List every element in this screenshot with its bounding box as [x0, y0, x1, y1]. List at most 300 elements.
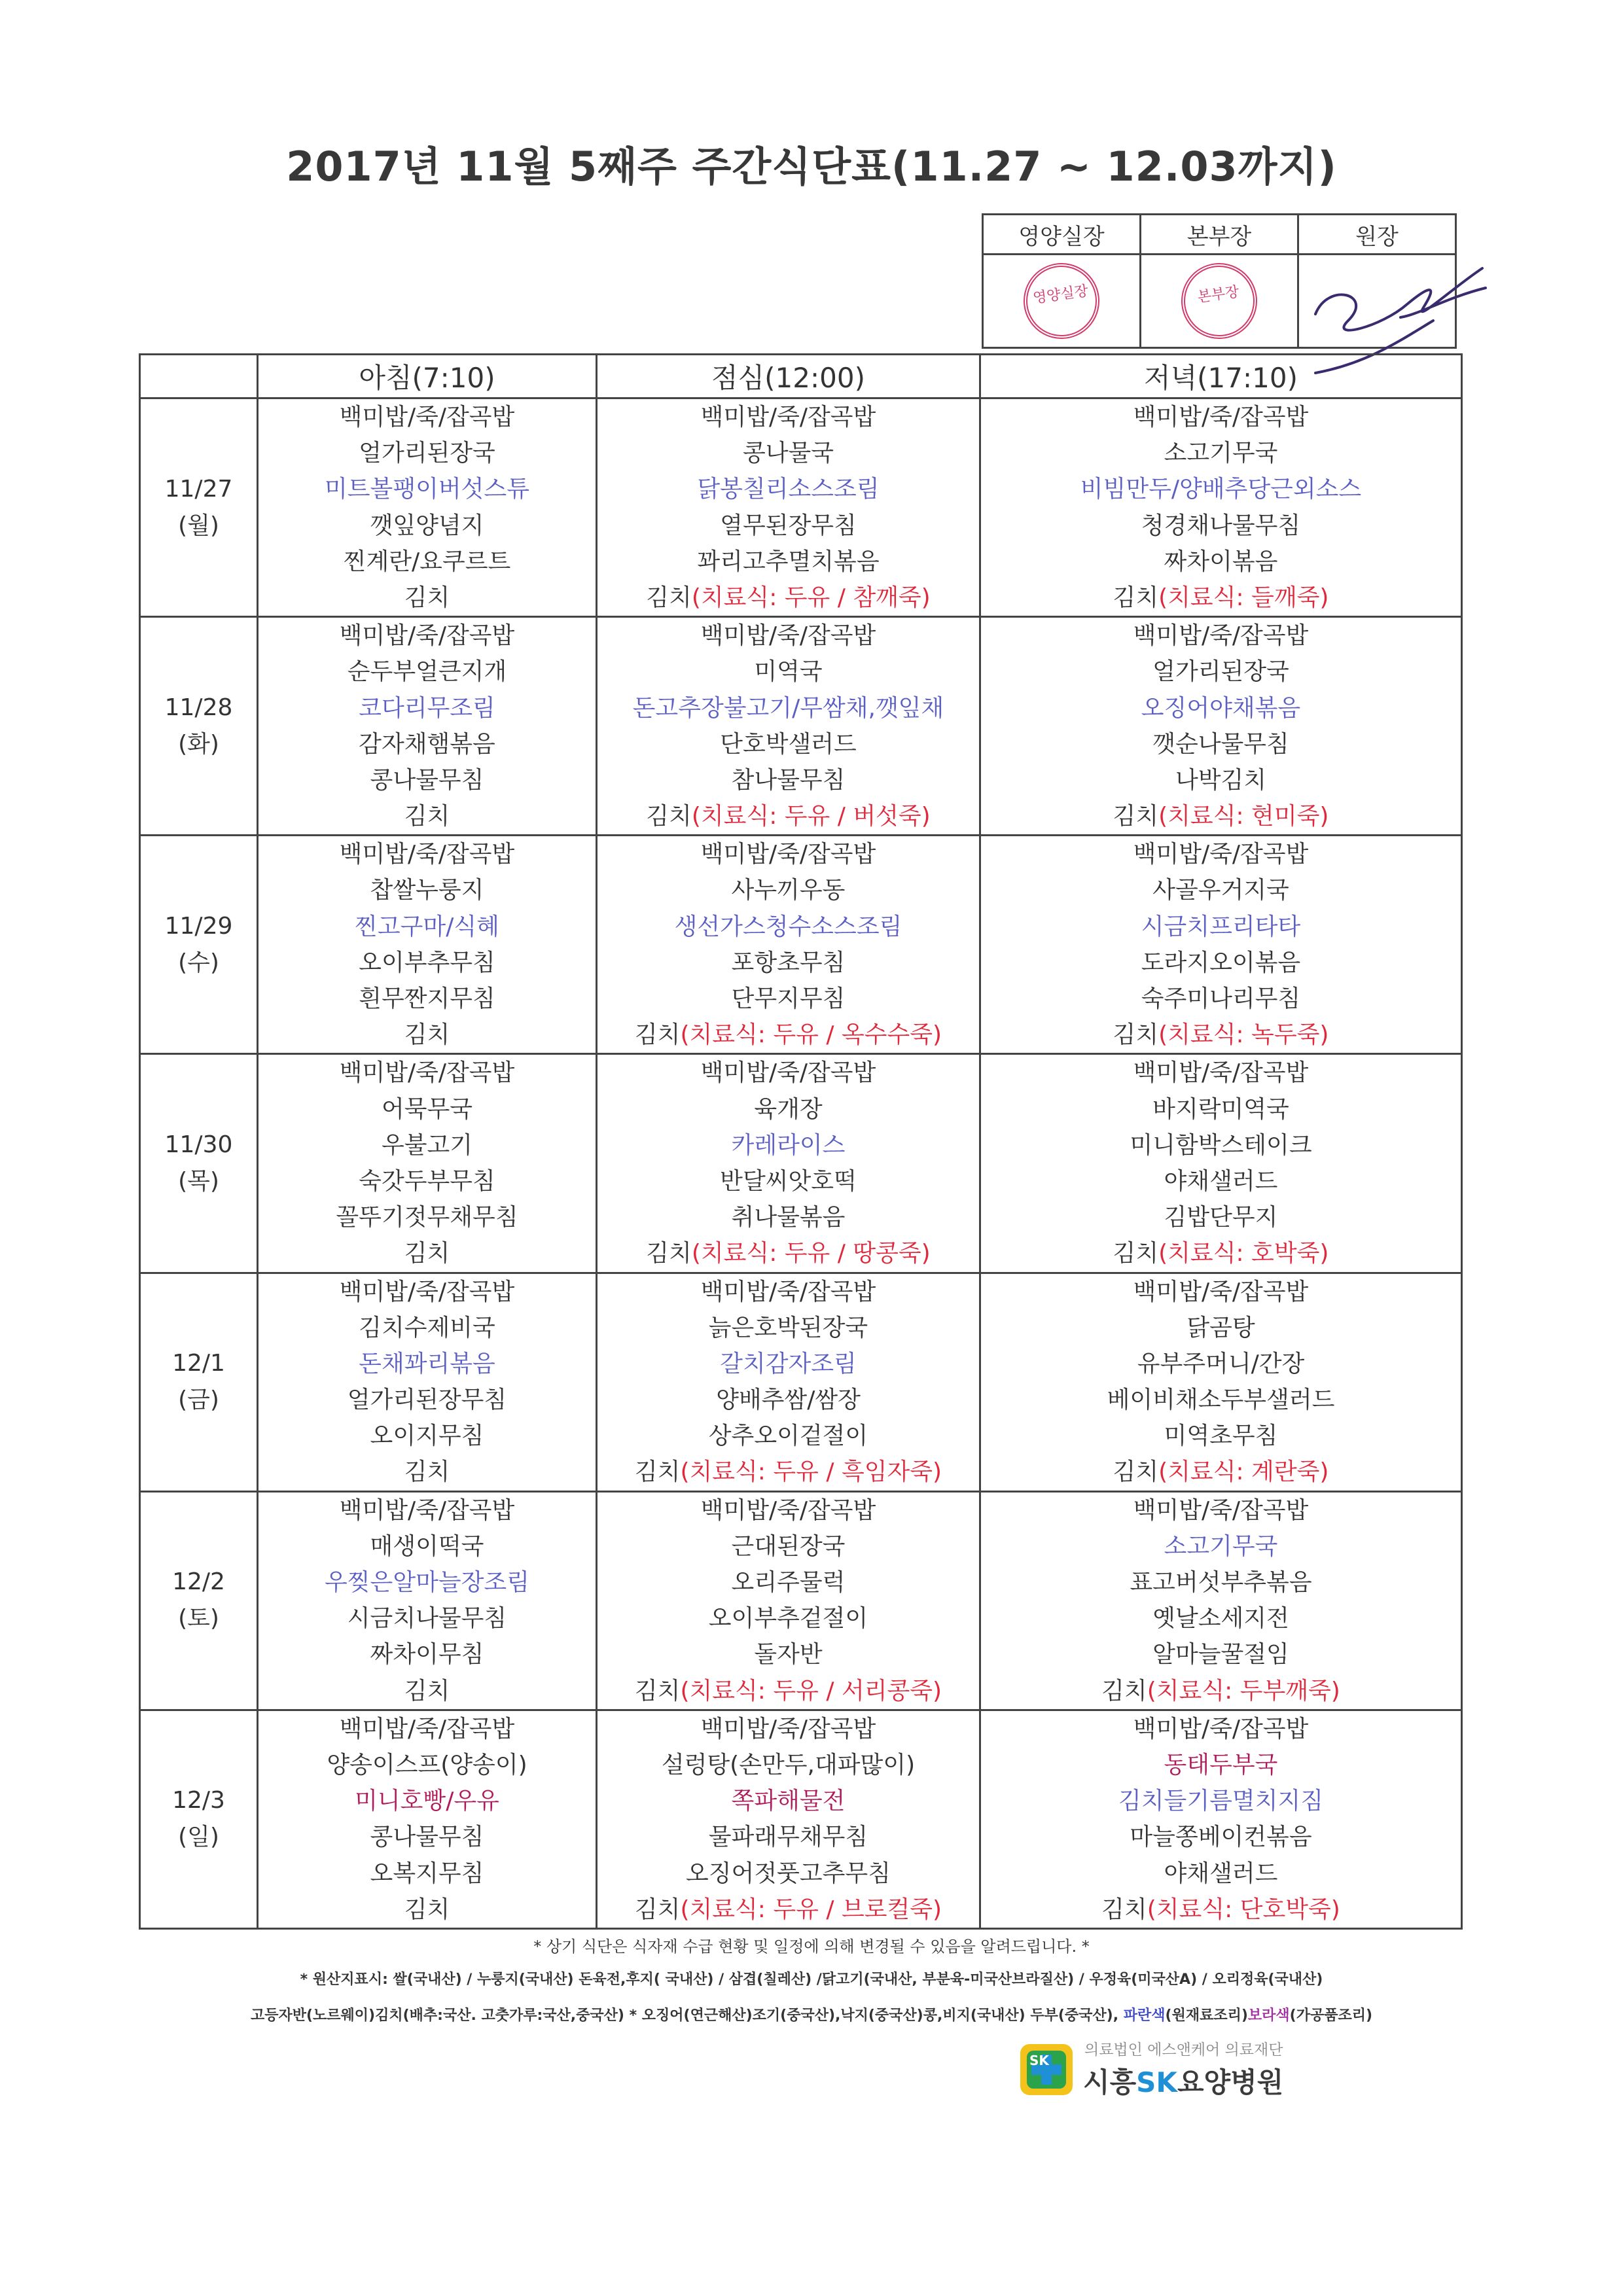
weekday-label: (토) — [178, 1605, 219, 1633]
menu-item-text: 육개장 — [754, 1095, 823, 1123]
menu-item — [259, 1528, 596, 1564]
menu-item — [597, 1600, 979, 1636]
menu-item — [259, 1892, 596, 1928]
menu-item-text: 오징어젓풋고추무침 — [686, 1860, 891, 1887]
menu-item-text: 얼가리된장무침 — [347, 1386, 507, 1414]
menu-item-text: 콩나물무침 — [370, 766, 484, 794]
menu-item-text: 돈채꽈리볶음 — [359, 1350, 495, 1377]
menu-item — [259, 836, 596, 872]
menu-item-text: 어묵무국 — [381, 1095, 473, 1123]
menu-item-text: 도라지오이볶음 — [1141, 949, 1301, 976]
menu-item — [259, 1091, 596, 1127]
menu-item — [597, 1492, 979, 1528]
menu-item-text: 매생이떡국 — [370, 1532, 484, 1560]
menu-item — [259, 726, 596, 762]
menu-item-text: 백미밥/죽/잡곡밥 — [1133, 1278, 1309, 1305]
menu-item-text: 백미밥/죽/잡곡밥 — [339, 1059, 515, 1087]
menu-day-row — [140, 1273, 1462, 1491]
menu-item — [981, 1310, 1461, 1346]
menu-item — [597, 1711, 979, 1747]
menu-item-text: 오리주물럭 — [731, 1569, 846, 1596]
menu-item — [597, 618, 979, 654]
therapeutic-diet-text: (치료식: 두유 / 흑임자죽) — [680, 1458, 942, 1486]
menu-item — [981, 1492, 1461, 1528]
menu-item-text: 김치 — [404, 803, 450, 830]
header-lunch: 점심(12:00) — [597, 355, 980, 398]
date-label: 11/29 — [164, 912, 233, 940]
menu-item — [259, 1055, 596, 1091]
menu-item — [597, 1856, 979, 1892]
menu-item-text: 근대된장국 — [731, 1532, 846, 1560]
menu-item — [259, 471, 596, 507]
menu-item — [981, 872, 1461, 908]
menu-item-text: 백미밥/죽/잡곡밥 — [339, 404, 515, 431]
menu-item — [259, 909, 596, 945]
breakfast-cell — [258, 617, 597, 836]
menu-item — [259, 762, 596, 798]
menu-item-text: 백미밥/죽/잡곡밥 — [1133, 404, 1309, 431]
menu-item-text: 우불고기 — [381, 1131, 473, 1159]
menu-item-text: 깻잎양념지 — [370, 512, 484, 539]
menu-item — [597, 1418, 979, 1454]
lunch-cell — [597, 617, 980, 836]
menu-item-text: 콩나물무침 — [370, 1824, 484, 1851]
menu-item — [259, 1274, 596, 1310]
menu-item — [597, 435, 979, 471]
menu-item-text: 김치 — [1101, 1677, 1147, 1704]
menu-item-text: 김치 — [404, 1240, 450, 1267]
menu-item — [981, 1274, 1461, 1310]
menu-item-text: 김치 — [1113, 1240, 1159, 1267]
menu-item — [259, 1492, 596, 1528]
menu-item-text: 물파래무채무침 — [708, 1824, 868, 1851]
menu-item — [259, 945, 596, 981]
dinner-cell — [980, 1710, 1462, 1928]
menu-item-text: 깻순나물무침 — [1152, 730, 1289, 758]
menu-item-text: 유부주머니/간장 — [1137, 1350, 1305, 1377]
menu-item — [597, 1819, 979, 1855]
breakfast-cell — [258, 1491, 597, 1710]
menu-item-text: 미니호빵/우유 — [355, 1788, 499, 1815]
day-cell — [140, 1491, 258, 1710]
menu-item — [981, 1127, 1461, 1163]
menu-item-text: 콩나물국 — [742, 440, 834, 467]
approval-label-president: 원장 — [1298, 215, 1456, 255]
menu-item-text: 백미밥/죽/잡곡밥 — [339, 1496, 515, 1524]
menu-item-text: 김치 — [404, 584, 450, 611]
menu-item-text: 꼴뚜기젓무채무침 — [336, 1204, 518, 1231]
day-cell — [140, 1054, 258, 1273]
dinner-cell — [980, 1491, 1462, 1710]
menu-item-text: 상추오이겉절이 — [708, 1422, 868, 1450]
menu-item — [597, 580, 979, 616]
date-label: 12/1 — [172, 1350, 225, 1377]
menu-item — [259, 1600, 596, 1636]
menu-item-text: 소고기무국 — [1164, 1532, 1278, 1560]
menu-item-text: 옛날소세지전 — [1152, 1605, 1289, 1633]
menu-item — [259, 1636, 596, 1672]
menu-item — [597, 1127, 979, 1163]
menu-item-text: 알마늘꿀절임 — [1152, 1641, 1289, 1669]
menu-item-text: 김치 — [646, 584, 692, 611]
menu-item-text: 포항초무침 — [731, 949, 846, 976]
menu-item-text: 단무지무침 — [731, 985, 846, 1012]
menu-item — [259, 435, 596, 471]
therapeutic-diet-text: (치료식: 두유 / 버섯죽) — [691, 803, 931, 830]
menu-item — [259, 1235, 596, 1271]
approval-label-nutrition: 영양실장 — [983, 215, 1141, 255]
date-label: 12/3 — [172, 1787, 225, 1814]
menu-item-text: 양배추쌈/쌈장 — [716, 1386, 861, 1414]
menu-item-text: 얼가리된장국 — [1152, 658, 1289, 686]
menu-item — [597, 1747, 979, 1783]
therapeutic-diet-text: (치료식: 두유 / 참깨죽) — [691, 584, 931, 611]
menu-item — [597, 981, 979, 1017]
therapeutic-diet-text: (치료식: 두부깨죽) — [1147, 1677, 1340, 1704]
menu-item — [597, 1892, 979, 1928]
menu-item-text: 나박김치 — [1175, 766, 1267, 794]
lunch-cell — [597, 836, 980, 1054]
menu-item-text: 참나물무침 — [731, 766, 846, 794]
menu-item — [981, 1711, 1461, 1747]
menu-item-text: 생선가스청수소스조림 — [674, 913, 902, 940]
menu-item — [981, 1783, 1461, 1819]
menu-item — [597, 836, 979, 872]
weekday-label: (목) — [178, 1167, 219, 1195]
menu-item — [259, 1346, 596, 1382]
dinner-cell — [980, 836, 1462, 1054]
therapeutic-diet-text: (치료식: 단호박죽) — [1147, 1896, 1340, 1923]
menu-item-text: 김치 — [646, 803, 692, 830]
menu-item — [981, 1055, 1461, 1091]
menu-item-text: 백미밥/죽/잡곡밥 — [339, 622, 515, 650]
menu-item — [597, 1091, 979, 1127]
menu-item-text: 마늘쫑베이컨볶음 — [1130, 1824, 1312, 1851]
menu-item — [981, 435, 1461, 471]
menu-item-text: 백미밥/죽/잡곡밥 — [1133, 1715, 1309, 1742]
dinner-cell — [980, 617, 1462, 836]
menu-item-text: 숙주미나리무침 — [1141, 985, 1301, 1012]
menu-item-text: 백미밥/죽/잡곡밥 — [339, 841, 515, 868]
hospital-logo-icon — [1018, 2040, 1077, 2099]
menu-item-text: 김치 — [634, 1458, 681, 1486]
menu-item-text: 비빔만두/양배추당근외소스 — [1080, 476, 1362, 503]
menu-item-text: 짜차이무침 — [370, 1641, 484, 1669]
menu-item-text: 백미밥/죽/잡곡밥 — [700, 841, 876, 868]
menu-item — [597, 1382, 979, 1418]
menu-item-text: 미니함박스테이크 — [1130, 1131, 1312, 1159]
menu-item-text: 꽈리고추멸치볶음 — [697, 548, 880, 575]
dinner-cell — [980, 398, 1462, 617]
day-cell — [140, 1273, 258, 1491]
menu-item — [259, 654, 596, 690]
legend-blue: 파란색 — [1123, 2007, 1166, 2024]
menu-item-text: 오징어야채볶음 — [1141, 694, 1301, 722]
menu-day-row — [140, 398, 1462, 617]
change-notice: * 상기 식단은 식자재 수급 현황 및 일정에 의해 변경될 수 있음을 알려드립니다. * — [533, 1937, 1090, 1956]
menu-item — [597, 1636, 979, 1672]
menu-item-text: 돈고추장불고기/무쌈채,깻잎채 — [632, 694, 944, 722]
menu-day-row — [140, 1054, 1462, 1273]
menu-item — [259, 508, 596, 544]
menu-item-text: 백미밥/죽/잡곡밥 — [700, 622, 876, 650]
menu-item — [981, 1091, 1461, 1127]
menu-item — [597, 1055, 979, 1091]
menu-item — [597, 1346, 979, 1382]
menu-item-text: 김치들기름멸치지짐 — [1118, 1788, 1323, 1815]
menu-item — [597, 399, 979, 435]
menu-item-text: 백미밥/죽/잡곡밥 — [1133, 1496, 1309, 1524]
menu-item — [597, 1310, 979, 1346]
therapeutic-diet-text: (치료식: 두유 / 땅콩죽) — [691, 1240, 931, 1267]
menu-item-text: 김치 — [1113, 1021, 1159, 1049]
approval-label-director: 본부장 — [1141, 215, 1298, 255]
menu-item — [981, 1346, 1461, 1382]
menu-item-text: 김치 — [404, 1896, 450, 1923]
date-label: 11/27 — [164, 475, 233, 503]
menu-item-text: 찐고구마/식혜 — [355, 913, 499, 940]
menu-item — [259, 1819, 596, 1855]
menu-item-text: 백미밥/죽/잡곡밥 — [339, 1715, 515, 1742]
menu-day-row — [140, 836, 1462, 1054]
menu-item — [259, 544, 596, 580]
breakfast-cell — [258, 836, 597, 1054]
menu-item-text: 시금치프리타타 — [1141, 913, 1301, 940]
menu-item-text: 야채샐러드 — [1164, 1167, 1278, 1195]
menu-item-text: 백미밥/죽/잡곡밥 — [339, 1278, 515, 1305]
menu-item-text: 야채샐러드 — [1164, 1860, 1278, 1887]
menu-item-text: 우찢은알마늘장조림 — [325, 1569, 529, 1596]
menu-item-text: 시금치나물무침 — [347, 1605, 507, 1633]
menu-item-text: 김치 — [634, 1677, 681, 1704]
header-breakfast: 아침(7:10) — [258, 355, 597, 398]
menu-item — [259, 618, 596, 654]
therapeutic-diet-text: (치료식: 계란죽) — [1158, 1458, 1329, 1486]
menu-item — [597, 798, 979, 834]
menu-item-text: 백미밥/죽/잡곡밥 — [1133, 1059, 1309, 1087]
menu-item-text: 백미밥/죽/잡곡밥 — [700, 1059, 876, 1087]
menu-item — [597, 1235, 979, 1271]
menu-item — [597, 909, 979, 945]
menu-item-text: 표고버섯부추볶음 — [1130, 1569, 1312, 1596]
menu-item — [259, 1454, 596, 1490]
weekday-label: (화) — [178, 730, 219, 758]
menu-item — [981, 1017, 1461, 1053]
lunch-cell — [597, 1491, 980, 1710]
menu-item-text: 김치 — [1113, 584, 1159, 611]
dinner-cell — [980, 1054, 1462, 1273]
menu-item-text: 흰무짠지무침 — [359, 985, 495, 1012]
menu-item-text: 백미밥/죽/잡곡밥 — [1133, 841, 1309, 868]
menu-item — [259, 798, 596, 834]
therapeutic-diet-text: (치료식: 두유 / 브로컬죽) — [680, 1896, 942, 1923]
menu-item-text: 갈치감자조림 — [720, 1350, 857, 1377]
menu-item — [981, 1636, 1461, 1672]
menu-item-text: 미역국 — [754, 658, 823, 686]
menu-item-text: 김치 — [1113, 1458, 1159, 1486]
menu-item — [259, 1783, 596, 1819]
menu-item — [597, 1783, 979, 1819]
menu-item-text: 찹쌀누룽지 — [370, 877, 484, 904]
menu-item-text: 미역초무침 — [1164, 1422, 1278, 1450]
menu-item-text: 돌자반 — [754, 1641, 823, 1669]
origin-info-line1: * 원산지표시: 쌀(국내산) / 누룽지(국내산) 돈육전,후지( 국내산) / 삼겹(칠레산) /닭고기(국내산, 부분육-미국산브라질산) / 우정육(미국산A) / 오리정육(국내산) — [300, 1971, 1323, 1988]
hospital-logo — [1018, 2035, 1384, 2107]
menu-item — [981, 618, 1461, 654]
menu-item — [597, 1528, 979, 1564]
menu-day-row — [140, 617, 1462, 836]
menu-item — [981, 1673, 1461, 1709]
menu-item-text: 백미밥/죽/잡곡밥 — [700, 1715, 876, 1742]
menu-item — [597, 762, 979, 798]
menu-item — [597, 945, 979, 981]
header-blank — [140, 355, 258, 398]
menu-item — [597, 1199, 979, 1235]
menu-item — [981, 1528, 1461, 1564]
menu-item — [259, 1199, 596, 1235]
lunch-cell — [597, 398, 980, 617]
menu-item-text: 김치 — [1113, 803, 1159, 830]
legend-purple: 보라색 — [1247, 2007, 1290, 2024]
menu-item — [981, 945, 1461, 981]
menu-item-text: 순두부얼큰지개 — [347, 658, 507, 686]
menu-item — [981, 726, 1461, 762]
menu-item — [981, 508, 1461, 544]
menu-item — [259, 872, 596, 908]
menu-day-row — [140, 1491, 1462, 1710]
menu-item-text: 닭곰탕 — [1186, 1314, 1255, 1341]
therapeutic-diet-text: (치료식: 두유 / 서리콩죽) — [680, 1677, 942, 1704]
stamp-director: 본부장 — [1176, 258, 1262, 344]
menu-item — [981, 1199, 1461, 1235]
menu-item — [597, 654, 979, 690]
menu-item-text: 김밥단무지 — [1164, 1204, 1278, 1231]
menu-item-text: 쪽파해물전 — [731, 1788, 846, 1815]
menu-item-text: 닭봉칠리소스조림 — [697, 476, 880, 503]
menu-item — [259, 580, 596, 616]
menu-item-text: 짜차이볶음 — [1164, 548, 1278, 575]
menu-item — [259, 1673, 596, 1709]
menu-item-text: 백미밥/죽/잡곡밥 — [700, 1496, 876, 1524]
menu-item-text: 사골우거지국 — [1152, 877, 1289, 904]
menu-item — [597, 1163, 979, 1199]
menu-item-text: 찐계란/요쿠르트 — [343, 548, 511, 575]
breakfast-cell — [258, 1710, 597, 1928]
menu-item — [981, 1454, 1461, 1490]
menu-item-text: 미트볼팽이버섯스튜 — [325, 476, 529, 503]
date-label: 11/30 — [164, 1131, 233, 1158]
menu-item — [597, 1274, 979, 1310]
menu-item — [597, 1454, 979, 1490]
menu-item-text: 취나물볶음 — [731, 1204, 846, 1231]
menu-item — [981, 654, 1461, 690]
menu-day-row — [140, 1710, 1462, 1928]
menu-item-text: 코다리무조림 — [359, 694, 495, 722]
stamp-nutrition: 영양실장 — [1018, 258, 1104, 344]
menu-item — [981, 580, 1461, 616]
menu-item — [259, 1564, 596, 1600]
day-cell — [140, 836, 258, 1054]
menu-item — [597, 726, 979, 762]
hospital-subtitle: 의료법인 에스앤케어 의료재단 — [1084, 2041, 1283, 2058]
hospital-name: 시흥SK요양병원 — [1083, 2066, 1284, 2098]
menu-item-text: 감자채햄볶음 — [359, 730, 495, 758]
menu-item-text: 소고기무국 — [1164, 440, 1278, 467]
breakfast-cell — [258, 1273, 597, 1491]
menu-item — [981, 1418, 1461, 1454]
breakfast-cell — [258, 1054, 597, 1273]
breakfast-cell — [258, 398, 597, 617]
therapeutic-diet-text: (치료식: 현미죽) — [1158, 803, 1329, 830]
menu-item — [981, 762, 1461, 798]
dinner-cell — [980, 1273, 1462, 1491]
menu-item-text: 김치 — [404, 1677, 450, 1704]
menu-item — [981, 399, 1461, 435]
menu-item — [597, 1564, 979, 1600]
svg-text:SK: SK — [1029, 2053, 1049, 2068]
menu-item-text: 양송이스프(양송이) — [327, 1751, 527, 1778]
menu-item — [259, 1711, 596, 1747]
menu-item-text: 반달씨앗호떡 — [720, 1167, 857, 1195]
menu-item-text: 김치 — [404, 1021, 450, 1049]
menu-item-text: 청경채나물무침 — [1141, 512, 1301, 539]
menu-item-text: 숙갓두부무침 — [359, 1167, 495, 1195]
menu-item — [981, 1600, 1461, 1636]
menu-item — [259, 1017, 596, 1053]
day-cell — [140, 398, 258, 617]
therapeutic-diet-text: (치료식: 녹두죽) — [1158, 1021, 1329, 1049]
menu-item — [597, 1017, 979, 1053]
menu-item-text: 얼가리된장국 — [359, 440, 495, 467]
therapeutic-diet-text: (치료식: 호박죽) — [1158, 1240, 1329, 1267]
menu-item — [597, 508, 979, 544]
weekday-label: (수) — [178, 949, 219, 976]
menu-item — [981, 798, 1461, 834]
menu-item-text: 늙은호박된장국 — [708, 1314, 868, 1341]
therapeutic-diet-text: (치료식: 두유 / 옥수수죽) — [680, 1021, 942, 1049]
menu-item-text: 김치 — [646, 1240, 692, 1267]
menu-item — [259, 1163, 596, 1199]
menu-item — [597, 1673, 979, 1709]
menu-item-text: 백미밥/죽/잡곡밥 — [700, 404, 876, 431]
date-label: 11/28 — [164, 694, 233, 721]
menu-item — [259, 981, 596, 1017]
weekday-label: (금) — [178, 1386, 219, 1414]
origin-info-line2: 고등자반(노르웨이)김치(배추:국산. 고춧가루:국산,중국산) * 오징어(연근해산)조기(중국산),낙지(중국산)콩,비지(국내산) 두부(중국산), 파란색(원재료조리)보라색(가공품조리) — [250, 2007, 1373, 2024]
menu-item — [259, 1418, 596, 1454]
menu-item — [981, 1892, 1461, 1928]
menu-item — [259, 690, 596, 726]
header-dinner: 저녁(17:10) — [980, 355, 1462, 398]
menu-item-text: 김치 — [404, 1458, 450, 1486]
menu-item — [981, 1564, 1461, 1600]
page-title: 2017년 11월 5째주 주간식단표(11.27 ~ 12.03까지) — [286, 143, 1337, 190]
menu-item-text: 오이부추겉절이 — [708, 1605, 868, 1633]
menu-item — [981, 1235, 1461, 1271]
day-cell — [140, 617, 258, 836]
weekly-menu-table — [139, 353, 1463, 1930]
menu-item — [259, 1856, 596, 1892]
menu-item — [981, 1163, 1461, 1199]
menu-item-text: 오이부추무침 — [359, 949, 495, 976]
menu-item-text: 카레라이스 — [731, 1131, 846, 1159]
weekday-label: (월) — [178, 512, 219, 539]
menu-item — [981, 690, 1461, 726]
menu-item — [981, 1747, 1461, 1783]
menu-item — [597, 544, 979, 580]
menu-item — [597, 471, 979, 507]
menu-item — [981, 1382, 1461, 1418]
